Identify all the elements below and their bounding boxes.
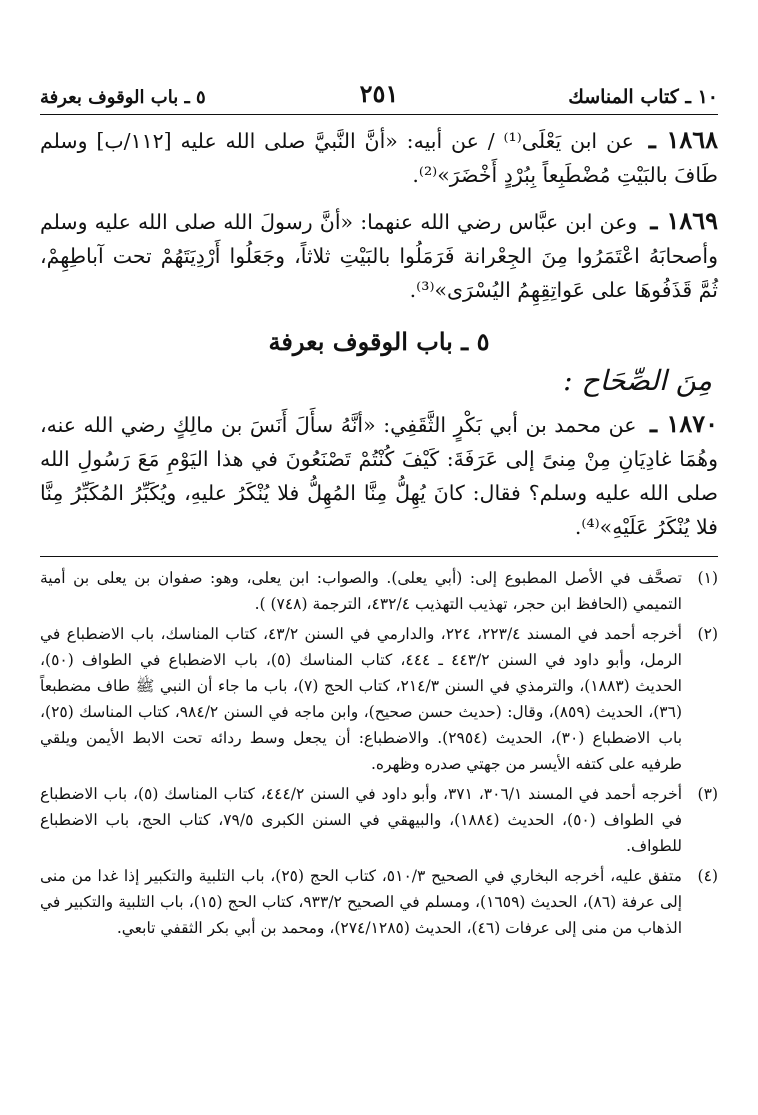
footnote-text: أخرجه أحمد في المسند ٢٢٣/٤، ٢٢٤، والدارمي في السنن ٤٣/٢، كتاب المناسك، باب الاضطباع في الرمل، وأبو داود في السنن ٤٤٣/٢ ـ ٤٤٤، كتاب المناسك (٥)، باب الاضطباع في الطواف (٥٠)، الحديث (١٨٨٣)، والترمذي في السنن ٢١٤/٣، كتاب الحج (٧)، باب ما جاء أن النبي ﷺ طاف مضطبعاً (٣٦)، الحديث (٨٥٩)، وقال: (حديث حسن صحيح)، وابن ماجه في السنن ٩٨٤/٢، كتاب المناسك (٢٥)، باب الاضطباع (٣٠)، الحديث (٢٩٥٤). والاضطباع: أن يجعل وسط ردائه تحت الابط الأيمن ويلقي طرفيه على كتفه الأيسر من جهتي صدره وظهره. (40, 625, 683, 773)
footnote-number: (٤) (697, 867, 718, 885)
footnote-text: أخرجه أحمد في المسند ٣٠٦/١، ٣٧١، وأبو داود في السنن ٤٤٤/٢، كتاب المناسك (٥)، باب الاضطباع في الطواف (٥٠)، الحديث (١٨٨٤)، والبيهقي في السنن الكبرى ٧٩/٥، كتاب الحج، باب الاضطباع للطواف. (40, 785, 683, 855)
main-text (40, 123, 718, 544)
hadith-1870 (40, 407, 718, 544)
hadith-text: وعن ابن عبَّاس رضي الله عنهما: «أنَّ رسولَ الله صلى الله عليه وسلم وأصحابَهُ اعْتَمَرُوا مِنَ الجِعْرانة فَرَمَلُوا بالبَيْتِ ثلاثاً، وجَعَلُوا أَرْدِيَتَهُمْ تحت آباطِهِمْ، ثُمَّ قَذَفُوهَا على عَواتِقِهِمُ اليُسْرَى»⁽³⁾. (40, 210, 718, 302)
chapter-title: ١٠ ـ كتاب المناسك (568, 86, 718, 108)
page-number: ٢٥١ (359, 79, 399, 108)
hadith-number: ١٨٦٨ ـ (648, 125, 718, 154)
footnote-3 (40, 781, 718, 859)
footnote-4 (40, 863, 718, 941)
section-running-title: ٥ ـ باب الوقوف بعرفة (40, 87, 206, 108)
subsection-heading: مِنَ الصِّحَاح : (563, 364, 712, 397)
hadith-1868 (40, 123, 718, 192)
footnote-text: تصحَّف في الأصل المطبوع إلى: (أبي يعلى). والصواب: ابن يعلى، وهو: صفوان بن يعلى بن أمية التميمي (الحافظ ابن حجر، تهذيب التهذيب ٤٣٢/٤، الترجمة (٧٤٨) ). (40, 569, 682, 613)
book-page (40, 70, 718, 945)
section-heading: ٥ ـ باب الوقوف بعرفة (268, 327, 490, 356)
hadith-number: ١٨٧٠ ـ (650, 409, 718, 438)
running-header (40, 70, 718, 115)
footnote-1 (40, 565, 718, 617)
hadith-text: عن محمد بن أبي بَكْرٍ الثَّقَفِي: «أنَّهُ سأَلَ أَنَسَ بن مالِكٍ رضي الله عنه، وهُمَا غادِيَانِ مِنْ مِنىً إلى عَرَفَةَ: كَيْفَ كُنْتُمْ تَصْنَعُونَ في هذا اليَوْمِ مَعَ رَسُولِ الله صلى الله عليه وسلم؟ فقال: كانَ يُهِلُّ مِنَّا المُهِلُّ فلا يُنْكَرُ عليهِ، ويُكَبِّرُ المُكَبِّرُ مِنَّا فلا يُنْكَرُ عَلَيْهِ»⁽⁴⁾. (40, 413, 718, 539)
hadith-text: عن ابن يَعْلَى⁽¹⁾ / عن أبيه: «أنَّ النَّبيَّ صلى الله عليه [١١٢/ب] وسلم طَافَ بالبَيْتِ مُضْطَبِعاً بِبُرْدٍ أَخْضَرَ»⁽²⁾. (40, 129, 718, 187)
footnotes (40, 556, 718, 941)
footnote-number: (١) (697, 569, 718, 587)
hadith-number: ١٨٦٩ ـ (650, 206, 718, 235)
hadith-1869 (40, 204, 718, 307)
footnote-2 (40, 621, 718, 777)
footnote-number: (٣) (697, 785, 718, 803)
footnote-number: (٢) (697, 625, 718, 643)
footnote-text: متفق عليه، أخرجه البخاري في الصحيح ٥١٠/٣، كتاب الحج (٢٥)، باب التلبية والتكبير إذا غدا من منى إلى عرفة (٨٦)، الحديث (١٦٥٩)، ومسلم في الصحيح ٩٣٣/٢، كتاب الحج (١٥)، باب التلبية والتكبير في الذهاب من منى إلى عرفات (٤٦)، الحديث (٢٧٤/١٢٨٥)، ومحمد بن أبي بكر الثقفي تابعي. (40, 867, 683, 937)
